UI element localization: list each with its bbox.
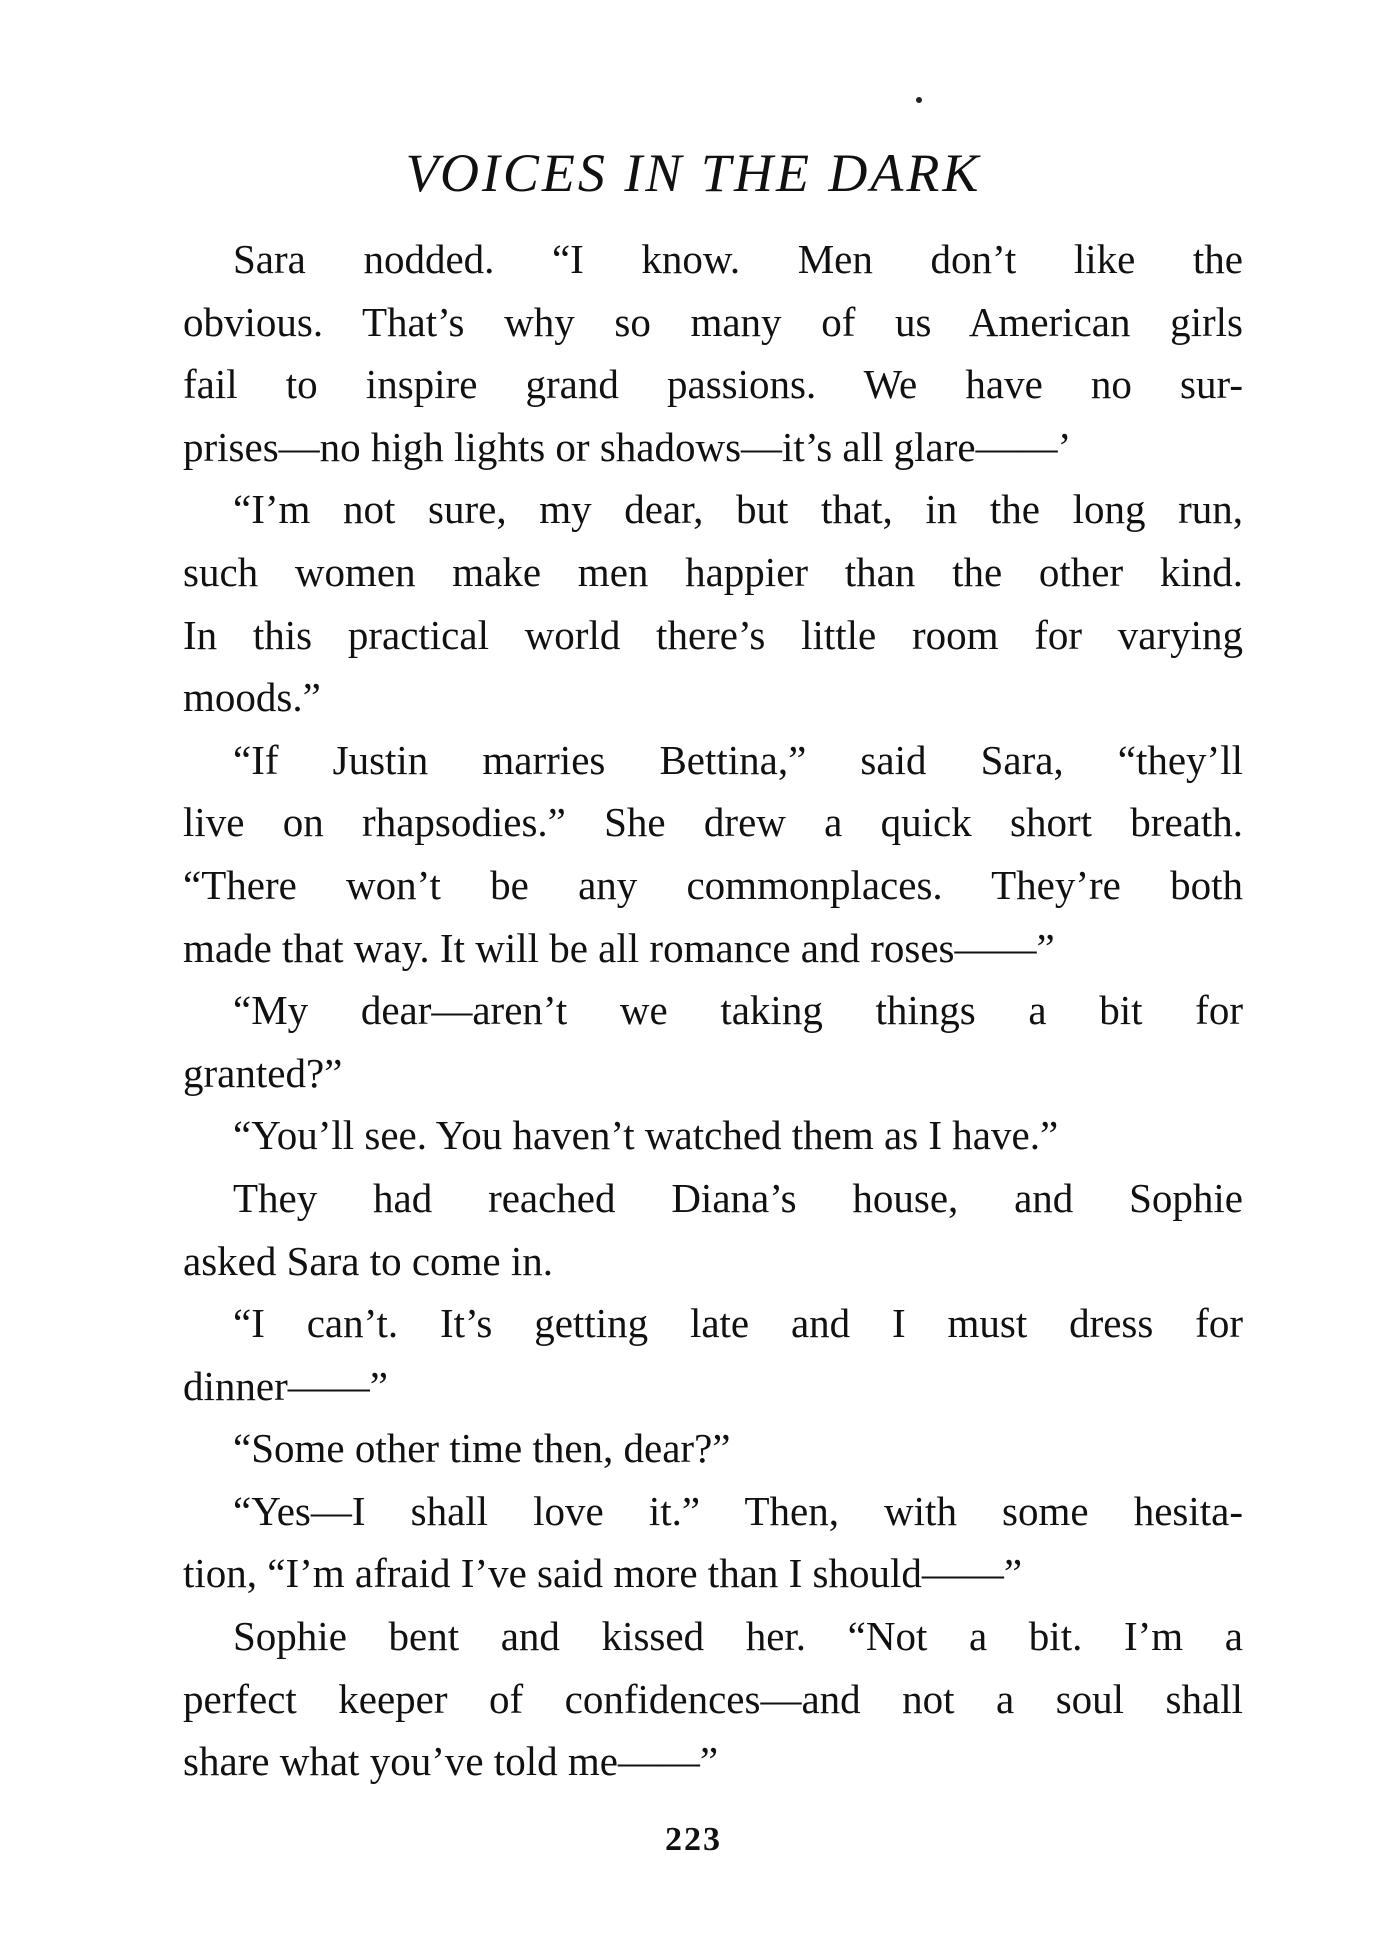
text-line: “I’m not sure, my dear, but that, in the long run,: [233, 486, 1243, 533]
text-line: “You’ll see. You haven’t watched them as I have.”: [233, 1112, 1059, 1159]
text-line: Sara nodded. “I know. Men don’t like the: [233, 236, 1243, 282]
paragraph: [183, 1292, 1243, 1417]
text-line: live on rhapsodies.” She drew a quick short breath.: [183, 799, 1243, 846]
text-line: moods.”: [183, 674, 321, 721]
paragraph: [183, 1104, 1243, 1167]
text-line: “If Justin marries Bettina,” said Sara, “they’ll: [233, 736, 1243, 783]
text-line: obvious. That’s why so many of us American girls: [183, 298, 1243, 345]
paragraph: [183, 228, 1243, 478]
paragraph: [183, 1605, 1243, 1793]
body-text: [183, 228, 1243, 1793]
text-line: “I can’t. It’s getting late and I must dress for: [233, 1300, 1243, 1347]
text-line: They had reached Diana’s house, and Sophie: [233, 1174, 1243, 1221]
text-line: share what you’ve told me——”: [183, 1738, 719, 1785]
text-line: Sophie bent and kissed her. “Not a bit. I’m a: [233, 1613, 1243, 1660]
text-line: tion, “I’m afraid I’ve said more than I should——”: [183, 1550, 1023, 1597]
text-line: “My dear—aren’t we taking things a bit for: [233, 987, 1243, 1034]
text-line: “There won’t be any commonplaces. They’re both: [183, 861, 1243, 908]
paragraph: [183, 478, 1243, 728]
page-number: 223: [665, 1821, 722, 1858]
paragraph: [183, 1480, 1243, 1605]
ink-speck: [916, 97, 922, 103]
running-head: VOICES IN THE DARK: [405, 143, 982, 203]
text-line: asked Sara to come in.: [183, 1237, 554, 1284]
text-line: granted?”: [183, 1049, 343, 1096]
text-line: prises—no high lights or shadows—it’s all glare——’: [183, 423, 1072, 470]
text-line: “Some other time then, dear?”: [233, 1425, 731, 1472]
text-line: such women make men happier than the other kind.: [183, 548, 1243, 595]
text-line: In this practical world there’s little room for varying: [183, 611, 1243, 658]
text-line: “Yes—I shall love it.” Then, with some hesita-: [233, 1487, 1243, 1534]
text-line: made that way. It will be all romance and roses——”: [183, 924, 1055, 971]
text-line: fail to inspire grand passions. We have no sur-: [183, 361, 1243, 408]
paragraph: [183, 979, 1243, 1104]
paragraph: [183, 1417, 1243, 1480]
text-line: dinner——”: [183, 1362, 388, 1409]
paragraph: [183, 1167, 1243, 1292]
text-line: perfect keeper of confidences—and not a soul shall: [183, 1675, 1243, 1722]
paragraph: [183, 729, 1243, 979]
